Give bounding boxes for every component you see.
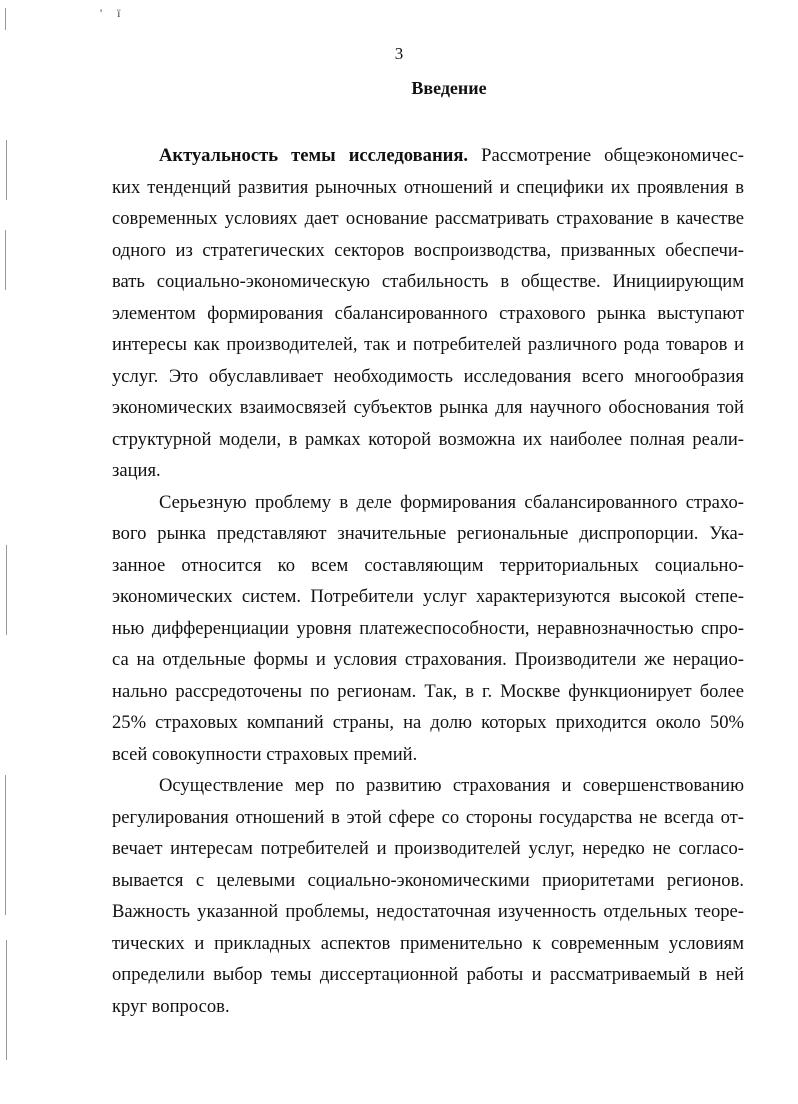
paragraph-line: вать социально-экономическую стабильность в обществе. Инициирующим	[112, 271, 744, 292]
paragraph-regional-disproportions	[112, 487, 744, 771]
page-number: 3	[394, 44, 404, 63]
paragraph-line: Осуществление мер по развитию страхования и совершенствованию	[159, 775, 744, 796]
paragraph-line: экономических взаимосвязей субъектов рынка для научного обоснования той	[112, 397, 744, 418]
paragraph-line: 25% страховых компаний страны, на долю которых приходится около 50%	[112, 712, 744, 733]
scan-artifact: ' ї	[100, 6, 121, 20]
paragraph-relevance	[112, 140, 744, 487]
paragraph-line: услуг. Это обуславливает необходимость исследования всего многообразия	[112, 365, 744, 387]
paragraph-line: современных условиях дает основание рассматривать страхование в качестве	[112, 208, 744, 229]
body-text	[112, 140, 744, 1022]
paragraph-line: всей совокупности страховых премий.	[112, 743, 418, 765]
paragraph-line: нью дифференциации уровня платежеспособности, неравнозначностью спро-	[112, 617, 744, 639]
paragraph-line: тических и прикладных аспектов применительно к современным условиям	[112, 932, 744, 954]
section-heading: Введение	[411, 78, 487, 98]
paragraph-line: одного из стратегических секторов воспроизводства, призванных обеспечи-	[112, 239, 744, 261]
paragraph-line: нально рассредоточены по регионам. Так, в г. Москве функционирует более	[112, 680, 744, 702]
paragraph-line: вывается с целевыми социально-экономическими приоритетами регионов.	[112, 869, 744, 891]
paragraph-line: вого рынка представляют значительные региональные диспропорции. Ука-	[112, 523, 744, 544]
paragraph-line: элементом формирования сбалансированного страхового рынка выступают	[112, 302, 744, 324]
paragraph-line: интересы как производителей, так и потребителей различного рода товаров и	[112, 334, 744, 355]
relevance-lead: Актуальность темы исследования.	[159, 145, 469, 166]
paragraph-line: ких тенденций развития рыночных отношений и специфики их проявления в	[112, 176, 744, 198]
paragraph-line: регулирования отношений в этой сфере со стороны государства не всегда от-	[112, 806, 744, 828]
paragraph-line: Серьезную проблему в деле формирования сбалансированного страхо-	[159, 491, 744, 513]
paragraph-line: зация.	[112, 460, 161, 481]
paragraph-line: экономических систем. Потребители услуг характеризуются высокой степе-	[112, 586, 744, 607]
scan-margin-artifacts	[0, 0, 14, 1104]
paragraph-line: занное относится ко всем составляющим территориальных социально-	[112, 554, 744, 576]
paragraph-state-regulation	[112, 770, 744, 1022]
paragraph-line: Важность указанной проблемы, недостаточная изученность отдельных теоре-	[112, 901, 744, 922]
paragraph-line: структурной модели, в рамках которой возможна их наиболее полная реали-	[112, 428, 744, 450]
paragraph-line: са на отдельные формы и условия страхования. Производители же нерацио-	[112, 649, 744, 670]
paragraph-line: круг вопросов.	[112, 995, 230, 1017]
paragraph-line: Актуальность темы исследования. Рассмотрение общеэкономичес-	[159, 145, 744, 166]
paragraph-line: вечает интересам потребителей и производителей услуг, нередко не согласо-	[112, 838, 744, 859]
paragraph-line: определили выбор темы диссертационной работы и рассматриваемый в ней	[112, 964, 744, 985]
